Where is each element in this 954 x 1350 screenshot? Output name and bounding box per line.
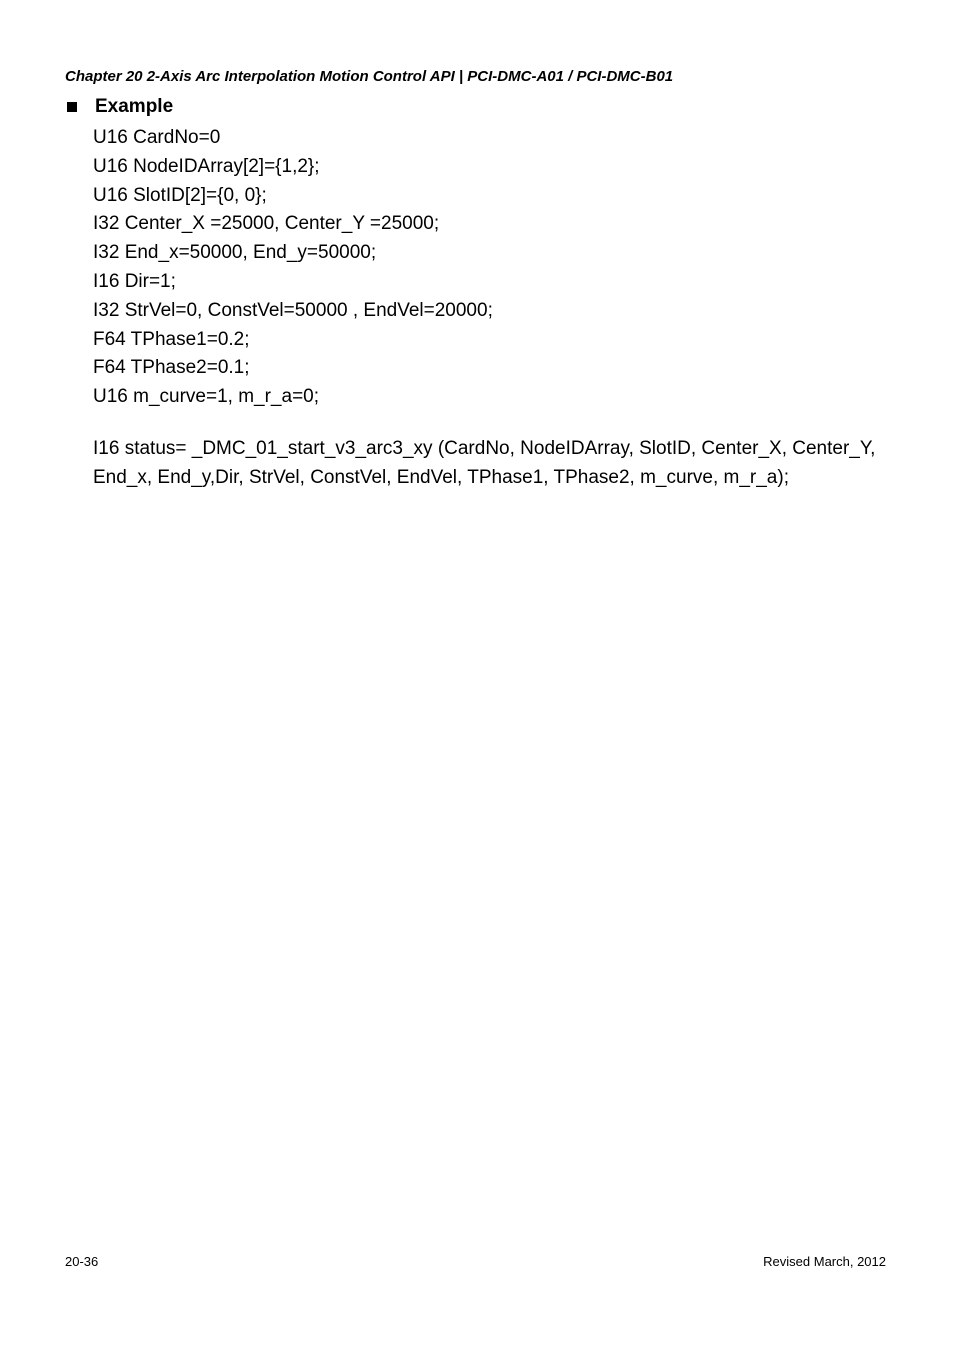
code-line: U16 NodeIDArray[2]={1,2};: [93, 155, 320, 177]
example-heading: [65, 96, 173, 118]
code-line: U16 SlotID[2]={0, 0};: [93, 184, 267, 206]
variable-declarations: [93, 124, 493, 412]
page-number: 20-36: [65, 1254, 99, 1269]
function-call-line: End_x, End_y,Dir, StrVel, ConstVel, EndVel, TPhase1, TPhase2, m_curve, m_r_a);: [93, 466, 789, 488]
code-line: U16 m_curve=1, m_r_a=0;: [93, 386, 320, 408]
code-line: F64 TPhase2=0.1;: [93, 357, 250, 379]
function-call-example: [93, 435, 903, 493]
chapter-header: Chapter 20 2-Axis Arc Interpolation Motion Control API | PCI-DMC-A01 / PCI-DMC-B01: [65, 68, 674, 85]
code-line: I32 Center_X =25000, Center_Y =25000;: [93, 213, 440, 235]
code-line: U16 CardNo=0: [93, 127, 221, 148]
code-line: I16 Dir=1;: [93, 270, 176, 292]
revision-date: Revised March, 2012: [763, 1254, 886, 1269]
function-call-line: I16 status= _DMC_01_start_v3_arc3_xy (CardNo, NodeIDArray, SlotID, Center_X, Center_Y,: [93, 438, 876, 459]
square-bullet-icon: [67, 102, 77, 112]
code-line: F64 TPhase1=0.2;: [93, 328, 250, 350]
code-line: I32 StrVel=0, ConstVel=50000 , EndVel=20000;: [93, 299, 493, 321]
code-line: I32 End_x=50000, End_y=50000;: [93, 242, 377, 264]
example-heading-label: Example: [95, 96, 174, 117]
